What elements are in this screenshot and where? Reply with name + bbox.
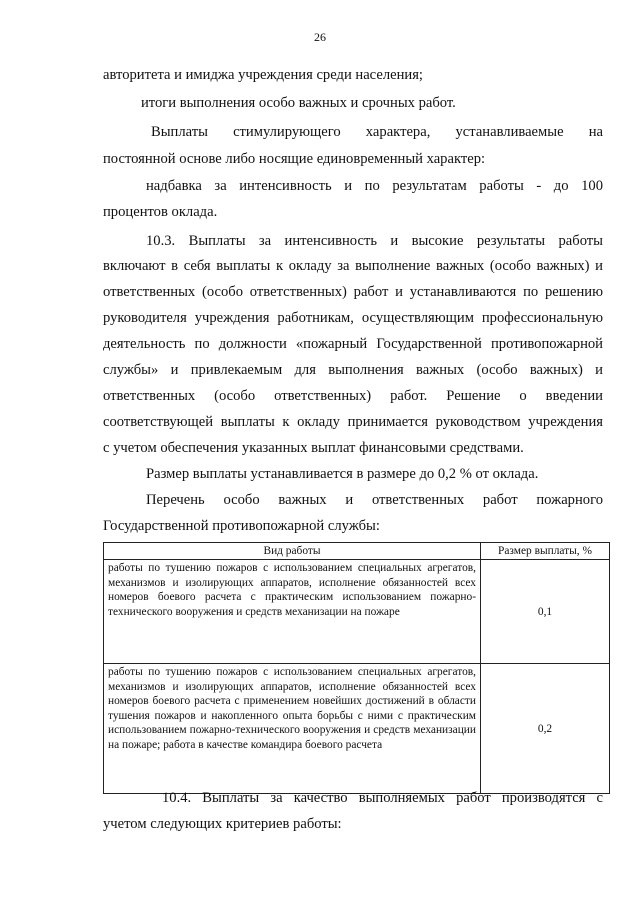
works-table (103, 542, 610, 794)
paragraph-line: ответственных (особо ответственных) работ и устанавливаются по решению (103, 284, 603, 300)
paragraph-line: Государственной противопожарной службы: (103, 518, 380, 534)
paragraph-line: руководителя учреждения работникам, осуществляющим профессиональную (103, 310, 603, 326)
paragraph-line: надбавка за интенсивность и по результатам работы - до 100 (146, 178, 603, 194)
work-description: работы по тушению пожаров с использованием специальных агрегатов, механизмов и изолирующих аппаратов, исполнение обязанностей всех номеров боевого расчета с применением новейших достижений в области тушения пожаров и накопленного опыта борьбы с ними с практическим использованием пожарно-технического вооружения и средств механизации на пожаре; работа в качестве командира боевого расчета (104, 664, 481, 794)
paragraph-line: деятельность по должности «пожарный Государственной противопожарной (103, 336, 603, 352)
header-work-type: Вид работы (104, 543, 481, 560)
paragraph-line: авторитета и имиджа учреждения среди населения; (103, 67, 423, 83)
work-description: работы по тушению пожаров с использованием специальных агрегатов, механизмов и изолирующих аппаратов, исполнение обязанностей всех номеров боевого расчета с практическим использованием пожарно-технического вооружения и средств механизации на пожаре (104, 560, 481, 664)
paragraph-line: службы» и привлекаемым для выполнения важных (особо важных) и (103, 362, 603, 378)
payment-value: 0,1 (481, 560, 610, 664)
payment-value: 0,2 (481, 664, 610, 794)
paragraph-line: процентов оклада. (103, 204, 218, 220)
table-header-row (104, 543, 610, 560)
paragraph-line: с учетом обеспечения указанных выплат финансовыми средствами. (103, 440, 524, 456)
paragraph-line: 10.4. Выплаты за качество выполняемых работ производятся с (162, 790, 603, 806)
paragraph-line: ответственных (особо ответственных) работ. Решение о введении (103, 388, 603, 404)
table-row (104, 560, 610, 664)
header-payment-size: Размер выплаты, % (481, 543, 610, 560)
paragraph-line: постоянной основе либо носящие единовременный характер: (103, 151, 486, 167)
paragraph-line: итоги выполнения особо важных и срочных работ. (141, 95, 456, 111)
paragraph-line: Перечень особо важных и ответственных работ пожарного (146, 492, 603, 508)
paragraph-line: учетом следующих критериев работы: (103, 816, 342, 832)
paragraph-line: соответствующей выплаты к окладу принимается руководством учреждения (103, 414, 603, 430)
paragraph-line: Выплаты стимулирующего характера, устанавливаемые на (151, 124, 603, 140)
paragraph-line: Размер выплаты устанавливается в размере до 0,2 % от оклада. (146, 466, 539, 482)
table-row (104, 664, 610, 794)
paragraph-line: 10.3. Выплаты за интенсивность и высокие результаты работы (146, 233, 603, 249)
paragraph-line: включают в себя выплаты к окладу за выполнение важных (особо важных) и (103, 258, 603, 274)
page-number: 26 (314, 30, 326, 44)
